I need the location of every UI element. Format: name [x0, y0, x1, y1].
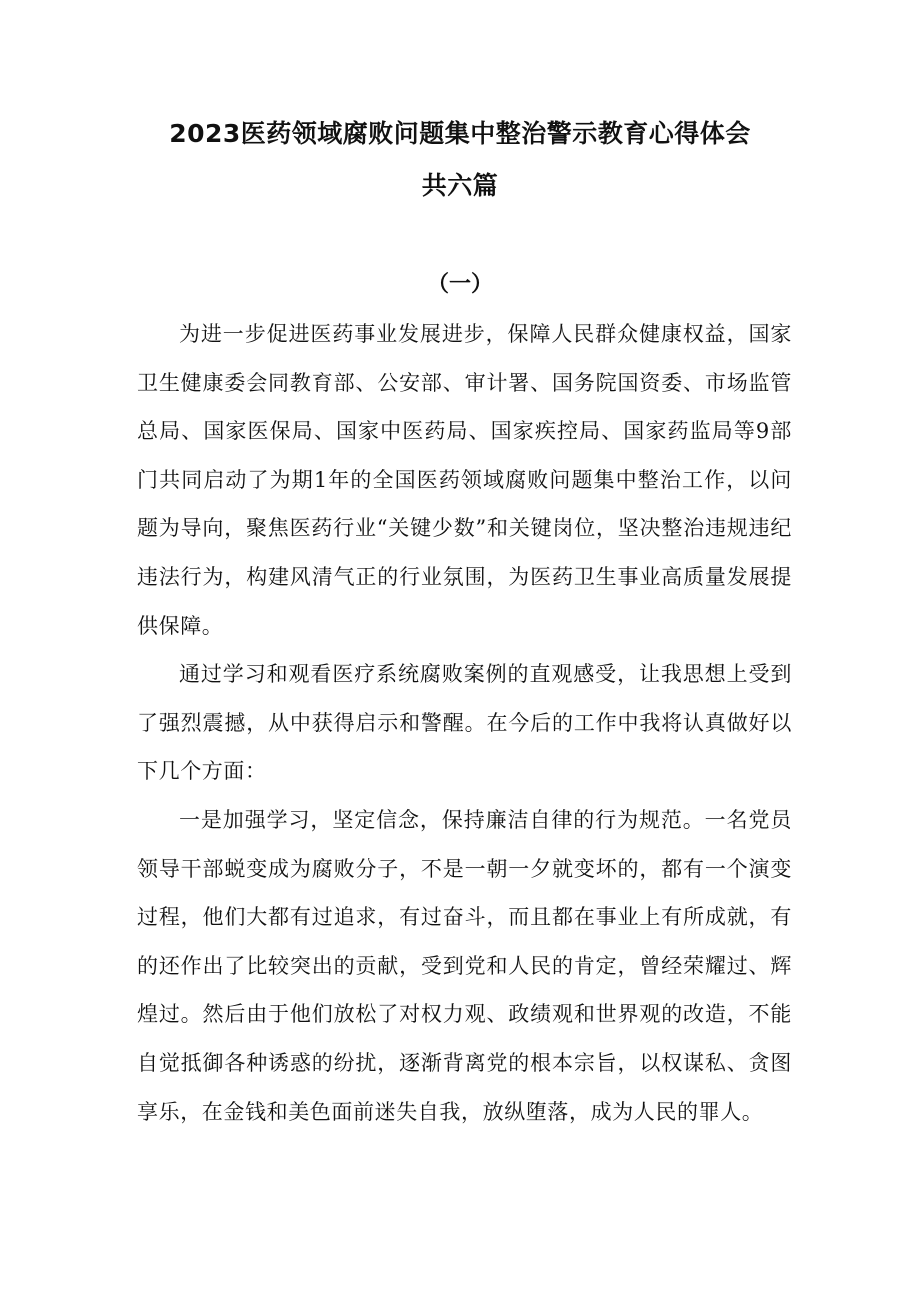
document-body: [137, 310, 792, 1136]
document-title-line-2: 共六篇: [421, 171, 499, 200]
paragraph-3: 一是加强学习，坚定信念，保持廉洁自律的行为规范。一名党员领导干部蜕变成为腐败分子，不是一朝一夕就变坏的，都有一个演变过程，他们大都有过追求，有过奋斗，而且都在事业上有所成就，有的还作出了比较突出的贡献，受到党和人民的肯定，曾经荣耀过、辉煌过。然后由于他们放松了对权力观、政绩观和世界观的改造，不能自觉抵御各种诱惑的纷扰，逐渐背离党的根本宗旨，以权谋私、贪图享乐，在金钱和美色面前迷失自我，放纵堕落，成为人民的罪人。: [137, 807, 792, 1124]
paragraph-2: 通过学习和观看医疗系统腐败案例的直观感受，让我思想上受到了强烈震撼，从中获得启示和警醒。在今后的工作中我将认真做好以下几个方面：: [137, 662, 792, 784]
document-title-line-1: 2023医药领域腐败问题集中整治警示教育心得体会: [169, 119, 751, 148]
paragraph-1: 为进一步促进医药事业发展进步，保障人民群众健康权益，国家卫生健康委会同教育部、公安部、审计署、国务院国资委、市场监管总局、国家医保局、国家中医药局、国家疾控局、国家药监局等9部门共同启动了为期1年的全国医药领域腐败问题集中整治工作，以问题为导向，聚焦医药行业“关键少数”和关键岗位，坚决整治违规违纪违法行为，构建风清气正的行业氛围，为医药卫生事业高质量发展提供保障。: [137, 322, 792, 638]
section-heading: （一）: [426, 271, 493, 297]
